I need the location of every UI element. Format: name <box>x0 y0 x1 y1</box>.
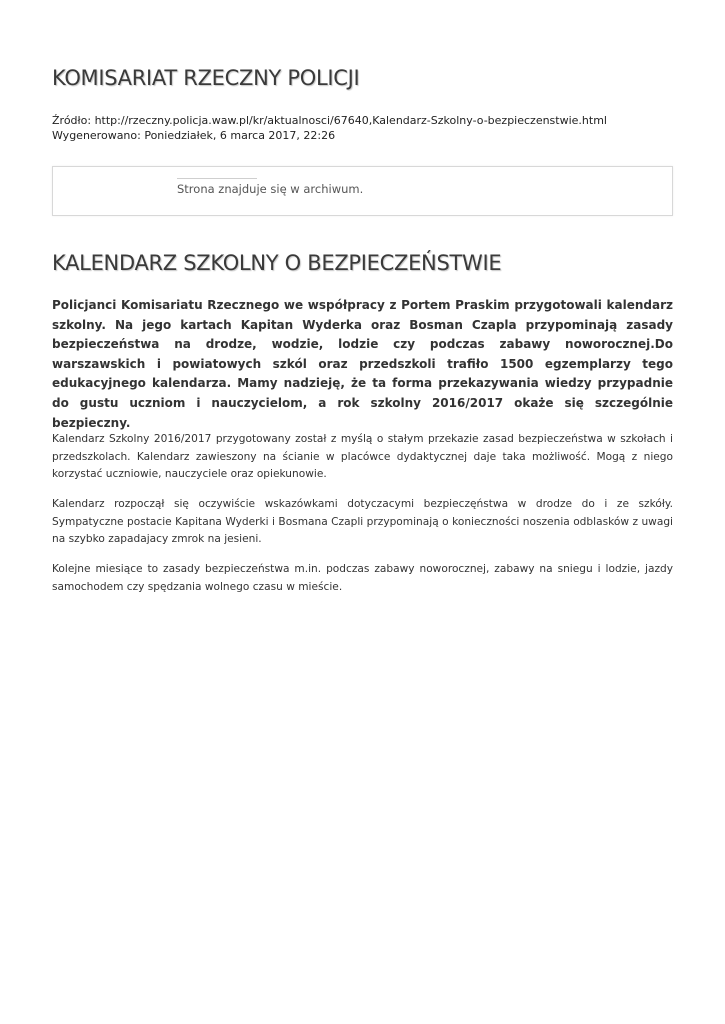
article-paragraph: Kolejne miesiące to zasady bezpieczeństwa m.in. podczas zabawy noworocznej, zabawy na sniegu i lodzie, jazdy samochodem czy spędzania wolnego czasu w mieście. <box>52 563 673 593</box>
article-lead: Policjanci Komisariatu Rzecznego we współpracy z Portem Praskim przygotowali kalendarz szkolny. Na jego kartach Kapitan Wyderka oraz Bosman Czapla przypominają zasady bezpieczeństwa na drodze, wodzie, lodzie czy podczas zabawy noworocznej.Do warszawskich i powiatowych szkól oraz przedszkoli trafiło 1500 egzemplarzy tego edukacyjnego kalendarza. Mamy nadzieję, że ta forma przekazywania wiedzy przypadnie do gustu uczniom i nauczycielom, a rok szkolny 2016/2017 okaże się szczególnie bezpieczny. <box>52 298 673 430</box>
archive-notice-text: Strona znajduje się w archiwum. <box>177 182 364 196</box>
document-meta <box>52 114 607 143</box>
generated-line: Wygenerowano: Poniedziałek, 6 marca 2017, 22:26 <box>52 128 336 142</box>
article-paragraph: Kalendarz Szkolny 2016/2017 przygotowany został z myślą o stałym przekazie zasad bezpieczeństwa w szkołach i przedszkolach. Kalendarz zawieszony na ścianie w placówce dydaktycznej daje taka możliwość. Mogą z niego korzystać uczniowie, nauczyciele oraz opiekunowie. <box>52 433 673 481</box>
source-line: Źródło: http://rzeczny.policja.waw.pl/kr/aktualnosci/67640,Kalendarz-Szkolny-o-bezpieczenstwie.html <box>52 114 607 127</box>
article-title: KALENDARZ SZKOLNY O BEZPIECZEŃSTWIE <box>52 251 502 275</box>
article-paragraph: Kalendarz rozpoczął się oczywiście wskazówkami dotyczacymi bezpieczęństwa w drodze do i ze szkóły. Sympatyczne postacie Kapitana Wyderki i Bosmana Czapli przypominają o konieczności noszenia odblasków z uwagi na szybko zapadajacy zmrok na jesieni. <box>52 498 673 546</box>
archive-notice-box <box>52 166 673 216</box>
site-title: KOMISARIAT RZECZNY POLICJI <box>52 66 360 90</box>
archive-divider <box>177 178 257 179</box>
